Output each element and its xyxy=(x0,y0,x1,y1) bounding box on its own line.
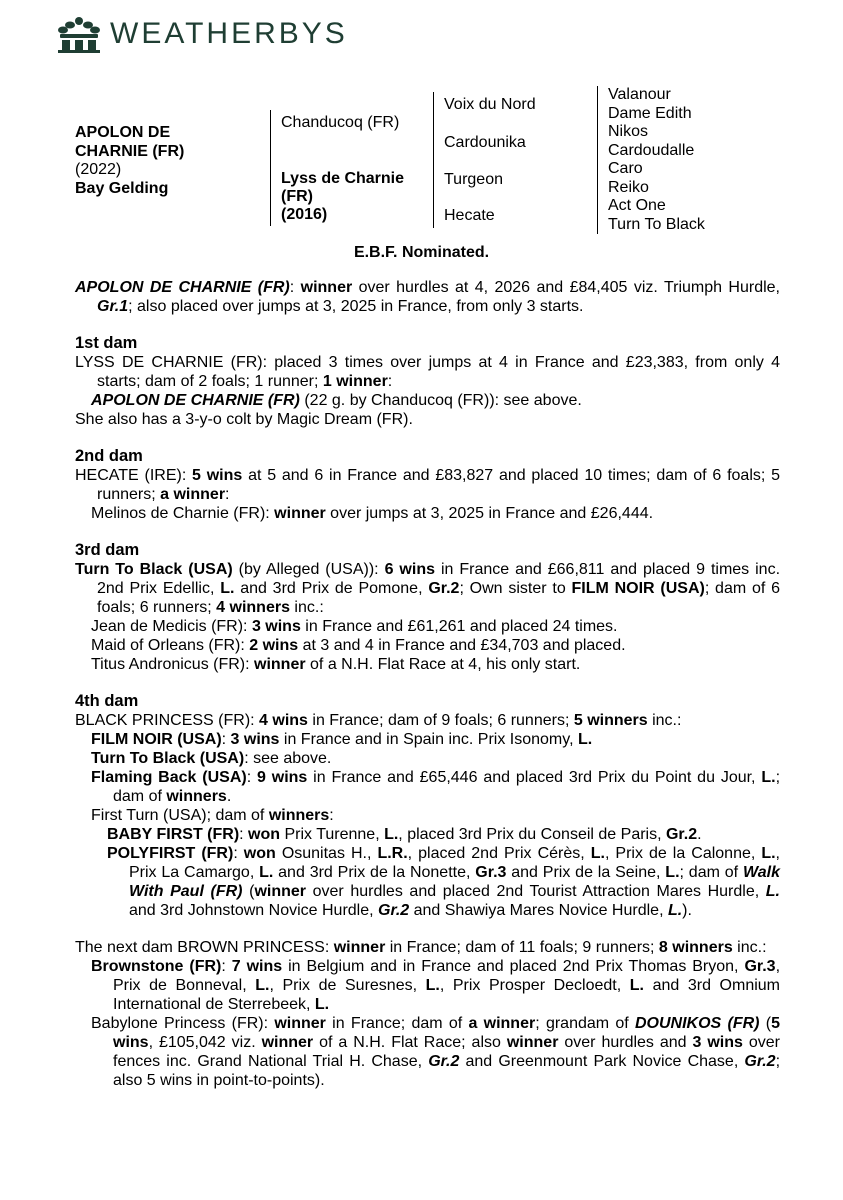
dam4-heading: 4th dam xyxy=(75,692,139,710)
horse-name-line1: APOLON DE xyxy=(75,124,171,141)
dam4-child: Turn To Black (USA): see above. xyxy=(91,750,332,767)
dam-year: (2016) xyxy=(281,206,328,223)
brand-wordmark: WEATHERBYS xyxy=(110,17,348,50)
grandparents-column xyxy=(433,92,594,228)
horse-name-line2: CHARNIE (FR) xyxy=(75,142,185,160)
dam3-child: Titus Andronicus (FR): winner of a N.H. Flat Race at 4, his only start. xyxy=(91,656,581,673)
dam1-heading: 1st dam xyxy=(75,334,138,352)
dam3-heading: 3rd dam xyxy=(75,541,140,559)
dam3-paragraph: Turn To Black (USA) (by Alleged (USA)): 6 wins in France and £66,811 and placed 9 times inc. 2nd Prix Edellic, L. and 3rd Prix de Pomone, Gr.2; Own sister to FILM NOIR (USA); dam of 6 foals; 6 runners; 4 winners inc.: xyxy=(75,561,781,616)
dam4-child: FILM NOIR (USA): 3 wins in France and in Spain inc. Prix Isonomy, L. xyxy=(91,731,593,748)
horse-year: (2022) xyxy=(75,161,122,178)
intro-paragraph: APOLON DE CHARNIE (FR): winner over hurdles at 4, 2026 and £84,405 viz. Triumph Hurdle, Gr.1; also placed over jumps at 3, 2025 in France, from only 3 starts. xyxy=(75,279,781,315)
grandparent: Turgeon xyxy=(444,171,503,188)
great-grandparent: Turn To Black xyxy=(608,215,705,233)
dam2-heading: 2nd dam xyxy=(75,447,143,465)
great-grandparent: Valanour xyxy=(608,86,671,103)
next-dam-child: Babylone Princess (FR): winner in France; dam of a winner; grandam of DOUNIKOS (FR) (5 wins, £105,042 viz. winner of a N.H. Flat Race; also winner over hurdles and 3 wins over fences inc. Grand National Trial H. Chase, Gr.2 and Greenmount Park Novice Chase, Gr.2; also 5 wins in point-to-points). xyxy=(91,1015,781,1089)
next-dam-child: Brownstone (FR): 7 wins in Belgium and in France and placed 2nd Prix Thomas Bryon, Gr.3, Prix de Bonneval, L., Prix de Suresnes, L., Prix Prosper Decloedt, L. and 3rd Omnium International de Sterrebeek, L. xyxy=(91,958,781,1013)
dam-line2: (FR) xyxy=(281,188,313,205)
dam2-child: Melinos de Charnie (FR): winner over jumps at 3, 2025 in France and £26,444. xyxy=(91,505,654,522)
dam2-paragraph: HECATE (IRE): 5 wins at 5 and 6 in France and £83,827 and placed 10 times; dam of 6 foals; 5 runners; a winner: xyxy=(75,467,781,503)
great-grandparent: Nikos xyxy=(608,123,649,140)
dam1-note: She also has a 3-y-o colt by Magic Dream (FR). xyxy=(75,411,413,428)
horse-summary xyxy=(75,124,265,198)
great-grandparents-column xyxy=(597,86,758,234)
pedigree-chart xyxy=(0,86,843,236)
grandparent: Voix du Nord xyxy=(444,96,536,113)
horse-description: Bay Gelding xyxy=(75,179,169,197)
grandparent: Hecate xyxy=(444,207,495,224)
great-grandparent: Cardoudalle xyxy=(608,141,695,159)
great-grandparent: Caro xyxy=(608,160,643,177)
dam3-child: Jean de Medicis (FR): 3 wins in France and £61,261 and placed 24 times. xyxy=(91,618,618,635)
weatherbys-logo xyxy=(56,14,348,54)
next-dam-paragraph: The next dam BROWN PRINCESS: winner in France; dam of 11 foals; 9 runners; 8 winners inc.: xyxy=(75,939,767,956)
great-grandparent: Reiko xyxy=(608,178,649,196)
ebf-nominated: E.B.F. Nominated. xyxy=(353,244,490,261)
dam3-child: Maid of Orleans (FR): 2 wins at 3 and 4 in France and £34,703 and placed. xyxy=(91,637,626,654)
dam4-child: First Turn (USA); dam of winners: xyxy=(91,807,334,824)
grandparent: Cardounika xyxy=(444,134,526,151)
dam1-paragraph: LYSS DE CHARNIE (FR): placed 3 times over jumps at 4 in France and £23,383, from only 4 starts; dam of 2 foals; 1 runner; 1 winner: xyxy=(75,354,780,390)
sire: Chanducoq (FR) xyxy=(281,114,400,131)
parents-column xyxy=(270,110,431,226)
dam4-child: Flaming Back (USA): 9 wins in France and £65,446 and placed 3rd Prix du Point du Jour, L.; dam of winners. xyxy=(91,769,781,805)
catalogue-text xyxy=(75,278,780,1090)
dam-line1: Lyss de Charnie xyxy=(281,170,405,187)
dam4-grandchild: POLYFIRST (FR): won Osunitas H., L.R., placed 2nd Prix Cérès, L., Prix de la Calonne, L., Prix La Camargo, L. and 3rd Prix de la Nonette, Gr.3 and Prix de la Seine, L.; dam of Walk With Paul (FR) (winner over hurdles and placed 2nd Tourist Attraction Mares Hurdle, L. and 3rd Johnstown Novice Hurdle, Gr.2 and Shawiya Mares Novice Hurdle, L.). xyxy=(107,845,780,919)
dam4-grandchild: BABY FIRST (FR): won Prix Turenne, L., placed 3rd Prix du Conseil de Paris, Gr.2. xyxy=(107,826,702,843)
great-grandparent: Dame Edith xyxy=(608,104,692,122)
crown-oak-leaves-icon xyxy=(56,15,102,53)
dam1-child: APOLON DE CHARNIE (FR) (22 g. by Chanducoq (FR)): see above. xyxy=(91,392,582,409)
great-grandparent: Act One xyxy=(608,197,666,214)
dam4-paragraph: BLACK PRINCESS (FR): 4 wins in France; dam of 9 foals; 6 runners; 5 winners inc.: xyxy=(75,712,682,729)
